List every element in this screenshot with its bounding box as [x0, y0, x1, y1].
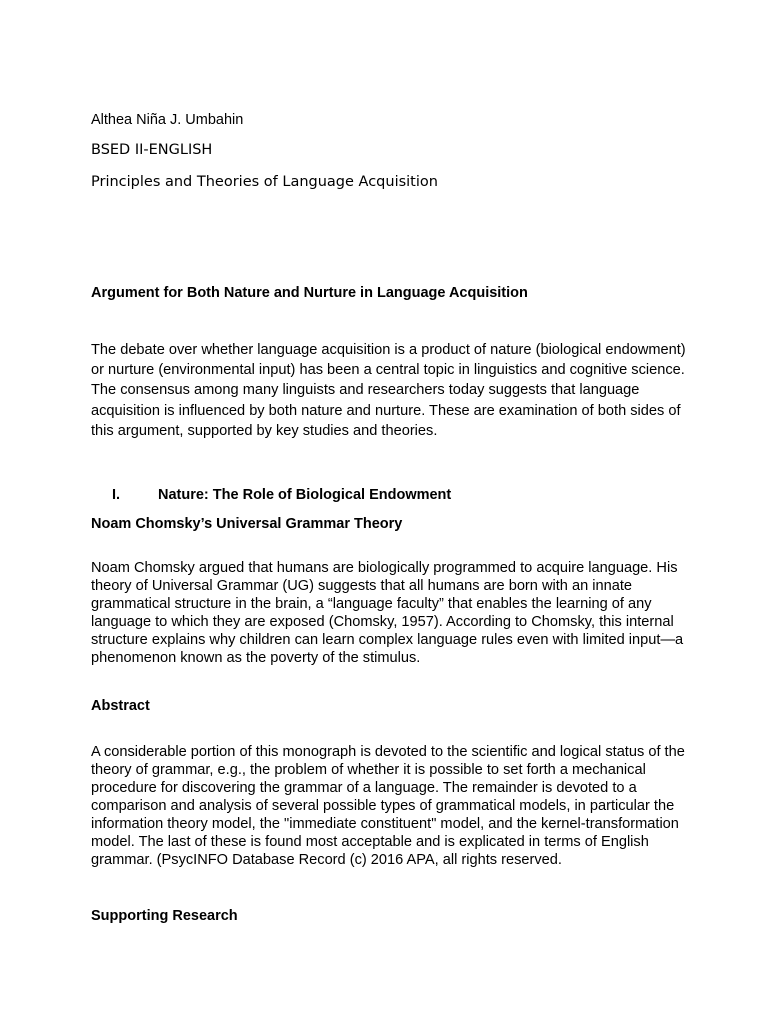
abstract-heading: Abstract [91, 698, 150, 714]
section-title: Nature: The Role of Biological Endowment [158, 487, 452, 503]
intro-paragraph: The debate over whether language acquisition is a product of nature (biological endowment) or nurture (environmental input) has been a central topic in linguistics and cognitive science. The consensus among many linguists and researchers today suggests that language acquisition is influenced by both nature and nurture. These are examination of both sides of this argument, supported by key studies and theories. [91, 341, 686, 440]
course-line: BSED II-ENGLISH [91, 142, 213, 158]
section-number: I. [112, 487, 121, 503]
author-name: Althea Niña J. Umbahin [91, 112, 244, 128]
chomsky-paragraph: Noam Chomsky argued that humans are biologically programmed to acquire language. His theory of Universal Grammar (UG) suggests that all humans are born with an innate grammatical structure in the brain, a “language faculty” that enables the learning of any language to which they are exposed (Chomsky, 1957). According to Chomsky, this internal structure explains why children can learn complex language rules even with limited input—a phenomenon known as the poverty of the stimulus. [91, 559, 684, 666]
abstract-paragraph: A considerable portion of this monograph is devoted to the scientific and logical status of the theory of grammar, e.g., the problem of whether it is possible to set forth a mechanical procedure for discovering the grammar of a language. The remainder is devoted to a comparison and analysis of several possible types of grammatical models, in particular the information theory model, the "immediate constituent" model, and the kernel-transformation model. The last of these is found most acceptable and is explicated in terms of English grammar. (PsycINFO Database Record (c) 2016 APA, all rights reserved. [91, 743, 685, 868]
section-heading [112, 487, 451, 503]
supporting-research-heading: Supporting Research [91, 908, 238, 924]
subject-line: Principles and Theories of Language Acquisition [91, 174, 438, 190]
subsection-heading: Noam Chomsky’s Universal Grammar Theory [91, 516, 403, 532]
essay-title: Argument for Both Nature and Nurture in Language Acquisition [91, 285, 528, 301]
